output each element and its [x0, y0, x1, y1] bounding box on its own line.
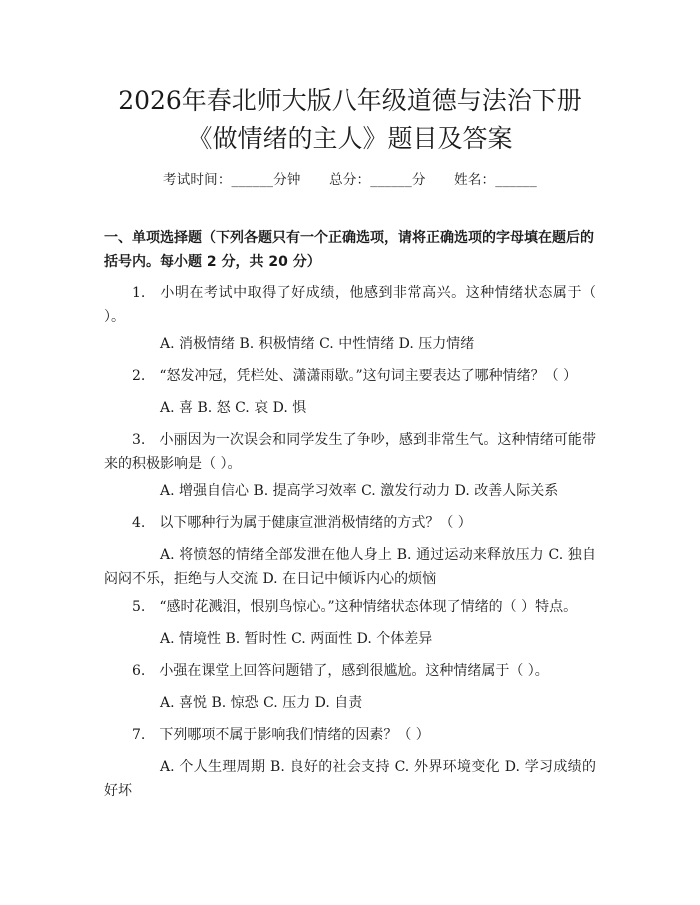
document-title-line-2: 《做情绪的主人》题目及答案	[187, 124, 513, 153]
document-title-line-1: 2026年春北师大版八年级道德与法治下册	[118, 86, 582, 115]
question-7-options: A. 个人生理周期 B. 良好的社会支持 C. 外界环境变化 D. 学习成绩的好坏	[104, 759, 596, 799]
question-3-stem: 3. 小丽因为一次误会和同学发生了争吵，感到非常生气。这种情绪可能带来的积极影响是（ ）。	[104, 432, 596, 472]
title-block	[0, 82, 700, 158]
question-5-options: A. 情境性 B. 暂时性 C. 两面性 D. 个体差异	[160, 631, 433, 647]
section-heading-single-choice: 一、单项选择题（下列各题只有一个正确选项，请将正确选项的字母填在题后的括号内。每小题 2 分，共 20 分）	[104, 230, 594, 270]
exam-info-line	[0, 168, 700, 188]
question-2-stem: 2. “怒发冲冠，凭栏处、潇潇雨歇。”这句词主要表达了哪种情绪？（ ）	[132, 368, 578, 384]
question-4-stem: 4. 以下哪种行为属于健康宣泄消极情绪的方式？（ ）	[132, 515, 472, 531]
question-1-stem: 1. 小明在考试中取得了好成绩，他感到非常高兴。这种情绪状态属于（ ）。	[104, 285, 596, 325]
question-3-options: A. 增强自信心 B. 提高学习效率 C. 激发行动力 D. 改善人际关系	[160, 483, 559, 499]
question-6-stem: 6. 小强在课堂上回答问题错了，感到很尴尬。这种情绪属于（ ）。	[132, 663, 549, 679]
question-7-stem: 7. 下列哪项不属于影响我们情绪的因素？（ ）	[132, 727, 430, 743]
question-5-stem: 5. “感时花溅泪，恨别鸟惊心。”这种情绪状态体现了情绪的（ ）特点。	[132, 599, 578, 615]
question-1-options: A. 消极情绪 B. 积极情绪 C. 中性情绪 D. 压力情绪	[160, 336, 475, 352]
exam-time-field: 考试时间：______分钟	[163, 172, 301, 188]
student-name-field: 姓名：______	[454, 172, 537, 188]
question-2-options: A. 喜 B. 怒 C. 哀 D. 惧	[160, 400, 307, 416]
question-4-options: A. 将愤怒的情绪全部发泄在他人身上 B. 通过运动来释放压力 C. 独自闷闷不乐，拒绝与人交流 D. 在日记中倾诉内心的烦恼	[104, 547, 596, 587]
question-6-options: A. 喜悦 B. 惊恐 C. 压力 D. 自责	[160, 695, 363, 711]
total-score-field: 总分：______分	[329, 172, 426, 188]
